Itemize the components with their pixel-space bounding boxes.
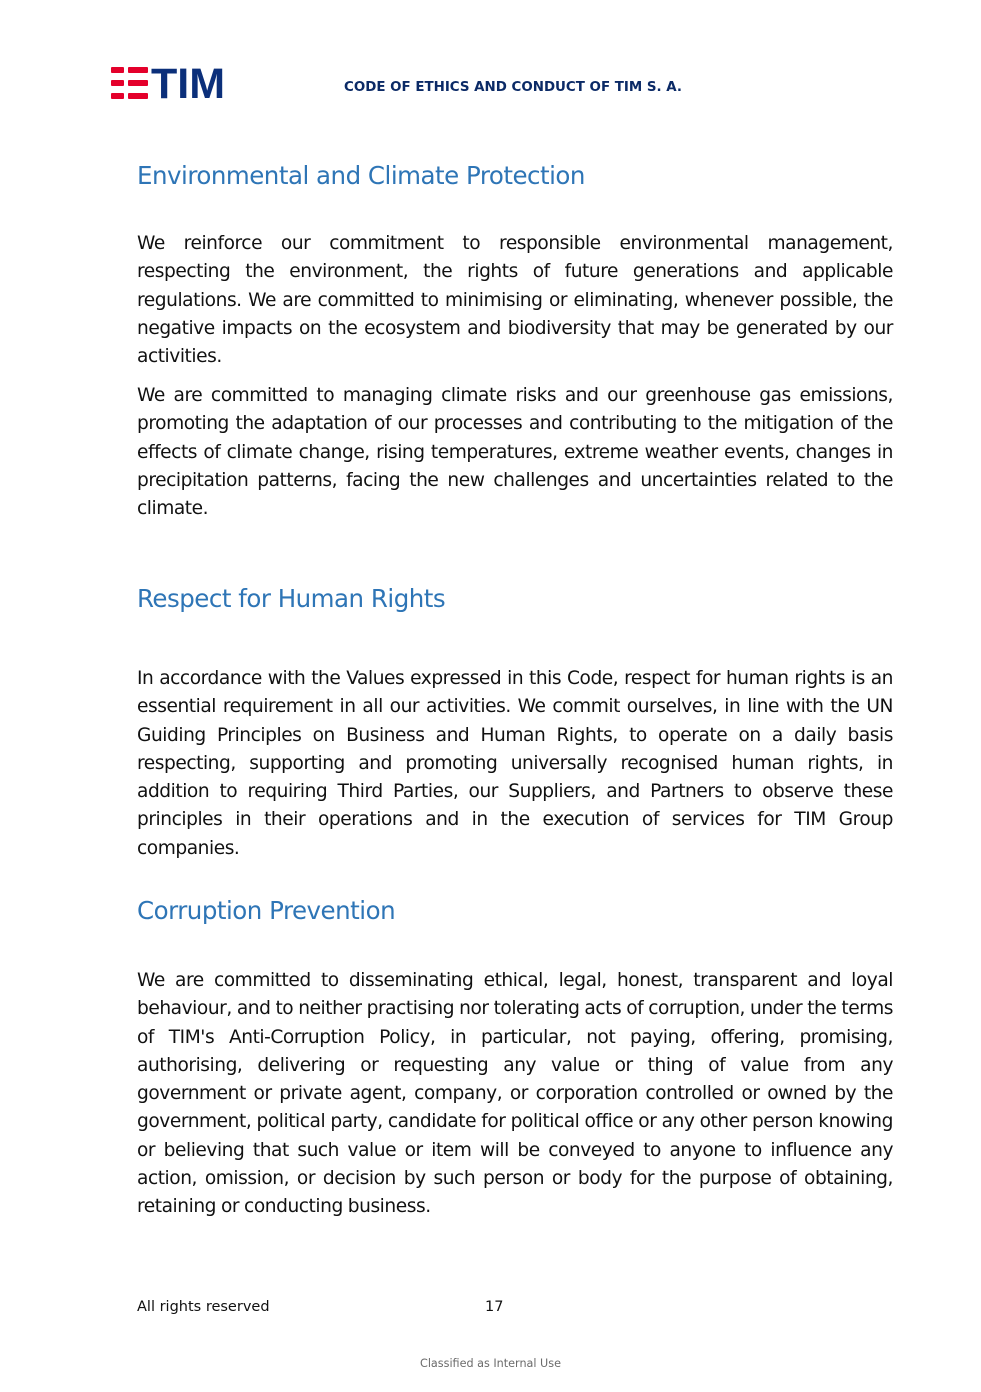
section-heading-human-rights: Respect for Human Rights <box>137 584 446 613</box>
classification-label: Classified as Internal Use <box>420 1357 561 1370</box>
paragraph-environment-2: We are committed to managing climate risks and our greenhouse gas emissions, promoting the adaptation of our processes and contributing to the mitigation of the effects of climate change, rising temperatures, extreme weather events, changes in precipitation patterns, facing the new challenges and uncertainties related to the climate. <box>137 385 893 520</box>
document-header-title: CODE OF ETHICS AND CONDUCT OF TIM S. A. <box>344 80 682 95</box>
tim-logo-bars-icon <box>111 66 149 102</box>
tim-logo-text: TIM <box>151 60 226 108</box>
paragraph-environment-1: We reinforce our commitment to responsible environmental management, respecting the environment, the rights of future generations and applicable regulations. We are committed to minimising or eliminating, whenever possible, the negative impacts on the ecosystem and biodiversity that may be generated by our activities. <box>137 233 893 368</box>
footer-rights: All rights reserved <box>137 1299 270 1315</box>
tim-logo <box>111 60 231 108</box>
paragraph-corruption: We are committed to disseminating ethical, legal, honest, transparent and loyal behaviour, and to neither practising nor tolerating acts of corruption, under the terms of TIM's Anti-Corruption Policy, in particular, not paying, offering, promising, authorising, delivering or requesting any value or thing of value from any government or private agent, company, or corporation controlled or owned by the government, political party, candidate for political office or any other person knowing or believing that such value or item will be conveyed to anyone to influence any action, omission, or decision by such person or body for the purpose of obtaining, retaining or conducting business. <box>137 970 893 1218</box>
footer-page-number: 17 <box>485 1299 504 1315</box>
section-heading-environment: Environmental and Climate Protection <box>137 161 585 190</box>
paragraph-human-rights: In accordance with the Values expressed in this Code, respect for human rights is an essential requirement in all our activities. We commit ourselves, in line with the UN Guiding Principles on Business and Human Rights, to operate on a daily basis respecting, supporting and promoting universally recognised human rights, in addition to requiring Third Parties, our Suppliers, and Partners to observe these principles in their operations and in the execution of services for TIM Group companies. <box>137 668 893 859</box>
section-heading-corruption: Corruption Prevention <box>137 896 396 925</box>
